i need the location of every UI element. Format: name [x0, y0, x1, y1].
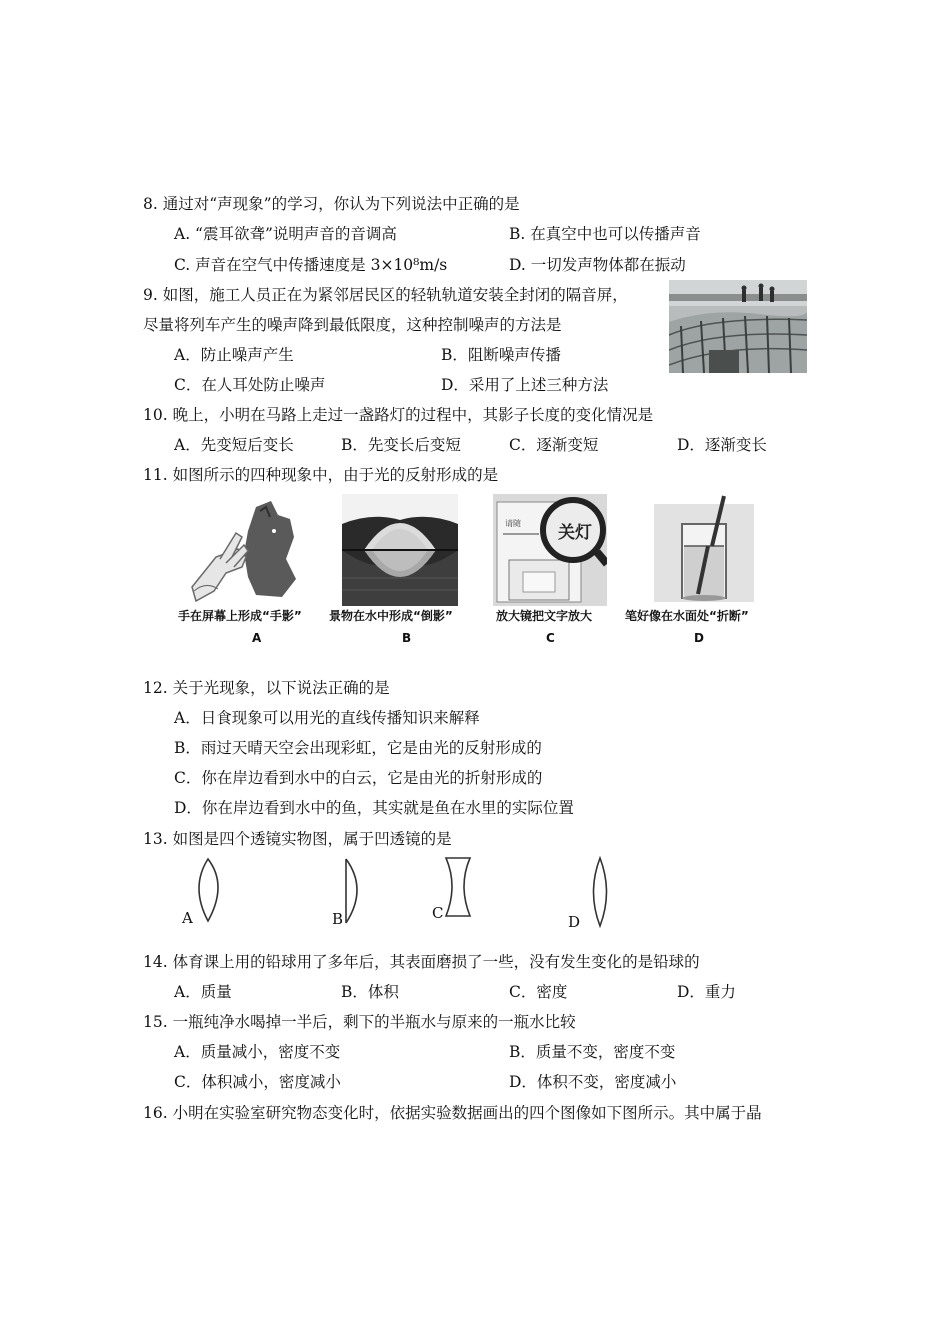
q9-option-d: D．采用了上述三种方法	[441, 376, 609, 394]
svg-text:请随: 请随	[505, 519, 521, 528]
q12-stem: 12. 关于光现象，以下说法正确的是	[143, 679, 390, 697]
q9-stem-line1: 9. 如图，施工人员正在为紧邻居民区的轻轨轨道安装全封闭的隔音屏，	[143, 286, 628, 304]
q11-stem: 11. 如图所示的四种现象中，由于光的反射形成的是	[143, 466, 499, 484]
q12-option-d: D．你在岸边看到水中的鱼，其实就是鱼在水里的实际位置	[174, 799, 574, 817]
q12-option-b: B．雨过天晴天空会出现彩虹，它是由光的反射形成的	[174, 739, 542, 757]
q15-option-b: B．质量不变，密度不变	[509, 1043, 676, 1061]
q11-caption-a: 手在屏幕上形成“手影”	[178, 609, 302, 623]
lens-a-drawing	[194, 857, 224, 923]
q15-option-c: C．体积减小，密度减小	[174, 1073, 341, 1091]
q8-option-c: C. 声音在空气中传播速度是 3×10⁸m/s	[174, 256, 448, 274]
q9-option-c: C．在人耳处防止噪声	[174, 376, 326, 394]
lens-label-a: A	[182, 909, 193, 927]
lens-label-c: C	[432, 904, 444, 922]
q9-option-b: B．阻断噪声传播	[441, 346, 561, 364]
q11-letter-b: B	[402, 631, 412, 645]
q14-option-a: A．质量	[174, 983, 232, 1001]
lens-d-drawing	[589, 856, 611, 928]
q10-option-b: B．先变长后变短	[341, 436, 461, 454]
q14-option-d: D．重力	[677, 983, 736, 1001]
lens-b-drawing	[342, 857, 366, 925]
q8-option-a: A. “震耳欲聋”说明声音的音调高	[174, 225, 397, 243]
hand-shadow-image	[186, 497, 306, 605]
q12-option-a: A．日食现象可以用光的直线传播知识来解释	[174, 709, 480, 727]
q8-stem: 8. 通过对“声现象”的学习，你认为下列说法中正确的是	[143, 195, 520, 213]
q10-option-d: D．逐渐变长	[677, 436, 767, 454]
q10-option-c: C．逐渐变短	[509, 436, 599, 454]
q14-option-b: B．体积	[341, 983, 399, 1001]
q8-option-d: D. 一切发声物体都在振动	[509, 256, 686, 274]
q15-option-d: D．体积不变，密度减小	[509, 1073, 677, 1091]
q12-option-c: C．你在岸边看到水中的白云，它是由光的折射形成的	[174, 769, 543, 787]
q8-option-b: B. 在真空中也可以传播声音	[509, 225, 701, 243]
q11-caption-c: 放大镜把文字放大	[496, 609, 593, 623]
q9-stem-line2: 尽量将列车产生的噪声降到最低限度，这种控制噪声的方法是	[143, 316, 562, 334]
bridge-reflection-image	[342, 494, 458, 606]
q10-option-a: A．先变短后变长	[174, 436, 294, 454]
q9-option-a: A．防止噪声产生	[174, 346, 294, 364]
lens-label-d: D	[568, 913, 581, 931]
q11-caption-b: 景物在水中形成“倒影”	[329, 609, 453, 623]
q14-stem: 14. 体育课上用的铅球用了多年后，其表面磨损了一些，没有发生变化的是铅球的	[143, 953, 700, 971]
q11-letter-d: D	[694, 631, 704, 645]
q11-letter-a: A	[252, 631, 262, 645]
lens-label-b: B	[332, 910, 344, 928]
q11-letter-c: C	[546, 631, 555, 645]
pencil-in-water-image	[646, 494, 760, 606]
q13-stem: 13. 如图是四个透镜实物图，属于凹透镜的是	[143, 830, 452, 848]
q10-stem: 10. 晚上，小明在马路上走过一盏路灯的过程中，其影子长度的变化情况是	[143, 406, 654, 424]
q15-option-a: A．质量减小，密度不变	[174, 1043, 341, 1061]
q14-option-c: C．密度	[509, 983, 568, 1001]
noise-barrier-photo	[669, 280, 807, 373]
lens-c-drawing	[444, 856, 472, 918]
q16-stem: 16. 小明在实验室研究物态变化时，依据实验数据画出的四个图像如下图所示。其中属于晶	[143, 1104, 762, 1122]
q11-caption-d: 笔好像在水面处“折断”	[625, 609, 749, 623]
magnifier-image	[493, 494, 607, 606]
q15-stem: 15. 一瓶纯净水喝掉一半后，剩下的半瓶水与原来的一瓶水比较	[143, 1013, 576, 1031]
magnified-text: 关灯	[558, 523, 592, 543]
